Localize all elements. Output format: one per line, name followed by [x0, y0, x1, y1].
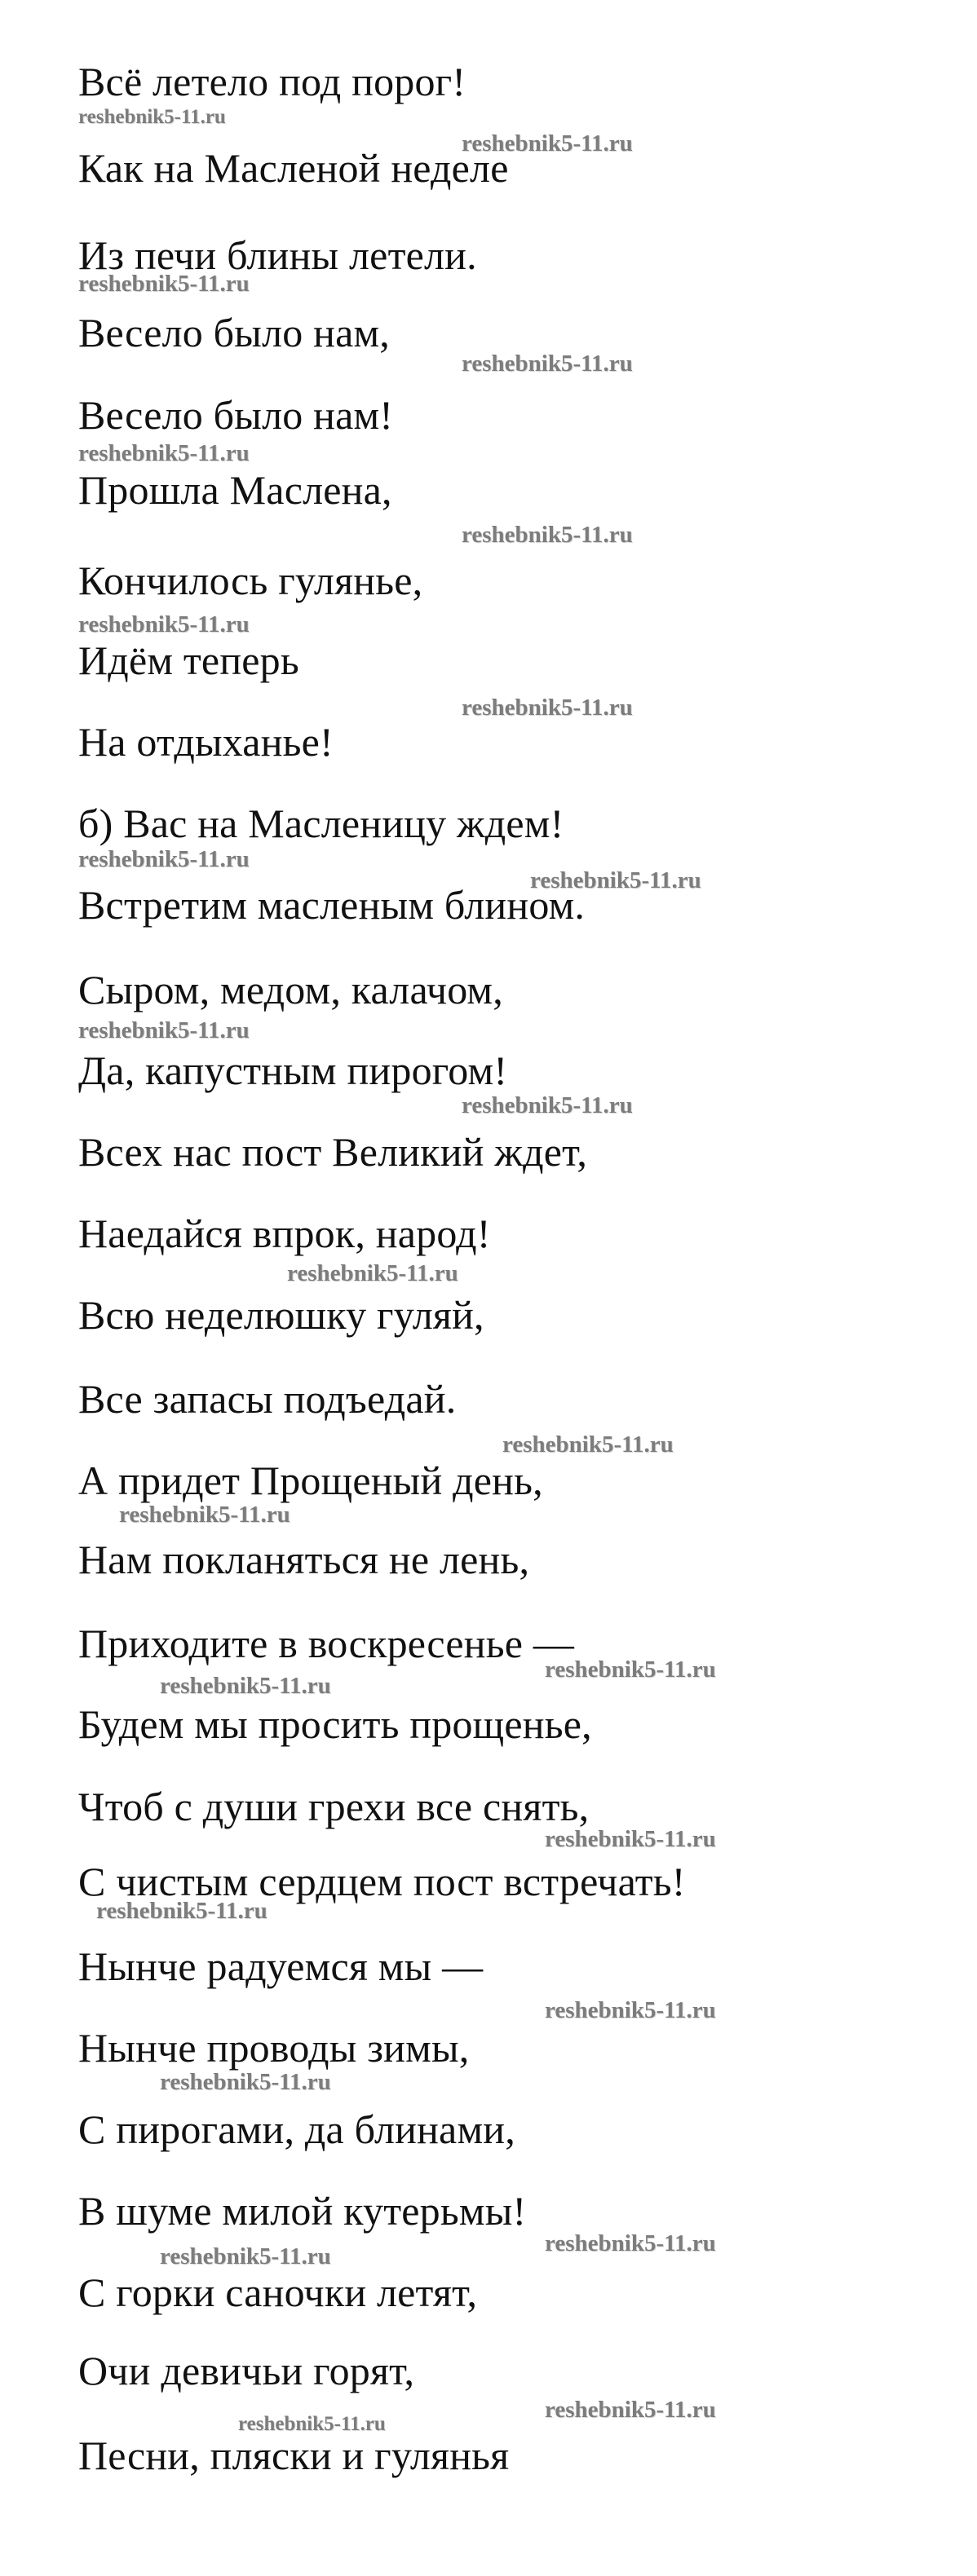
- poem-line: Кончилось гулянье,: [78, 558, 423, 603]
- poem-line: Приходите в воскресенье —: [78, 1621, 575, 1666]
- poem-line: б) Вас на Масленицу ждем!: [78, 801, 564, 846]
- poem-line: Идём теперь: [78, 637, 299, 683]
- watermark: reshebnik5-11.ru: [462, 695, 633, 721]
- poem-line: На отдыханье!: [78, 719, 334, 765]
- poem-line: Нынче радуемся мы —: [78, 1943, 484, 1989]
- poem-line: Весело было нам,: [78, 310, 391, 355]
- watermark: reshebnik5-11.ru: [119, 1502, 290, 1528]
- poem-line: Всю неделюшку гуляй,: [78, 1292, 484, 1338]
- watermark: reshebnik5-11.ru: [462, 522, 633, 548]
- poem-line: С чистым сердцем пост встречать!: [78, 1859, 686, 1904]
- poem-line: Да, капустным пирогом!: [78, 1048, 508, 1093]
- watermark: reshebnik5-11.ru: [502, 1431, 674, 1458]
- poem-line: В шуме милой кутерьмы!: [78, 2188, 527, 2234]
- watermark: reshebnik5-11.ru: [462, 130, 633, 157]
- poem-line: Чтоб с души грехи все снять,: [78, 1784, 590, 1829]
- poem-line: Все запасы подъедай.: [78, 1376, 457, 1422]
- poem-line: А придет Прощеный день,: [78, 1458, 543, 1503]
- watermark: reshebnik5-11.ru: [78, 1017, 250, 1043]
- poem-line: С горки саночки летят,: [78, 2269, 478, 2315]
- watermark: reshebnik5-11.ru: [545, 1997, 716, 2023]
- watermark: reshebnik5-11.ru: [78, 106, 226, 128]
- poem-line: Из печи блины летели.: [78, 232, 477, 278]
- poem-line: Будем мы просить прощенье,: [78, 1701, 592, 1747]
- watermark: reshebnik5-11.ru: [545, 1826, 716, 1852]
- watermark: reshebnik5-11.ru: [530, 867, 701, 893]
- poem-line: Всех нас пост Великий ждет,: [78, 1129, 588, 1175]
- watermark: reshebnik5-11.ru: [78, 440, 250, 466]
- watermark: reshebnik5-11.ru: [78, 611, 250, 637]
- watermark: reshebnik5-11.ru: [462, 1092, 633, 1118]
- poem-line: Сыром, медом, калачом,: [78, 967, 503, 1012]
- poem-line: Очи девичьи горят,: [78, 2348, 415, 2393]
- watermark: reshebnik5-11.ru: [545, 2230, 716, 2256]
- poem-line: Как на Масленой неделе: [78, 145, 509, 191]
- poem-line: Встретим масленым блином.: [78, 882, 586, 928]
- poem-line: Нынче проводы зимы,: [78, 2025, 470, 2071]
- watermark: reshebnik5-11.ru: [160, 1673, 331, 1699]
- poem-line: Песни, пляски и гулянья: [78, 2433, 510, 2478]
- watermark: reshebnik5-11.ru: [238, 2413, 386, 2435]
- watermark: reshebnik5-11.ru: [545, 1656, 716, 1683]
- watermark: reshebnik5-11.ru: [78, 846, 250, 872]
- poem-line: Всё летело под порог!: [78, 59, 466, 104]
- poem-line: Прошла Маслена,: [78, 467, 392, 513]
- watermark: reshebnik5-11.ru: [462, 351, 633, 377]
- watermark: reshebnik5-11.ru: [78, 271, 250, 297]
- poem-line: Нам покланяться не лень,: [78, 1537, 530, 1582]
- watermark: reshebnik5-11.ru: [96, 1898, 267, 1924]
- poem-line: Наедайся впрок, народ!: [78, 1211, 491, 1256]
- watermark: reshebnik5-11.ru: [160, 2069, 331, 2095]
- watermark: reshebnik5-11.ru: [287, 1260, 458, 1286]
- watermark: reshebnik5-11.ru: [545, 2397, 716, 2423]
- watermark: reshebnik5-11.ru: [160, 2243, 331, 2269]
- poem-line: Весело было нам!: [78, 392, 394, 438]
- poem-line: С пирогами, да блинами,: [78, 2106, 515, 2152]
